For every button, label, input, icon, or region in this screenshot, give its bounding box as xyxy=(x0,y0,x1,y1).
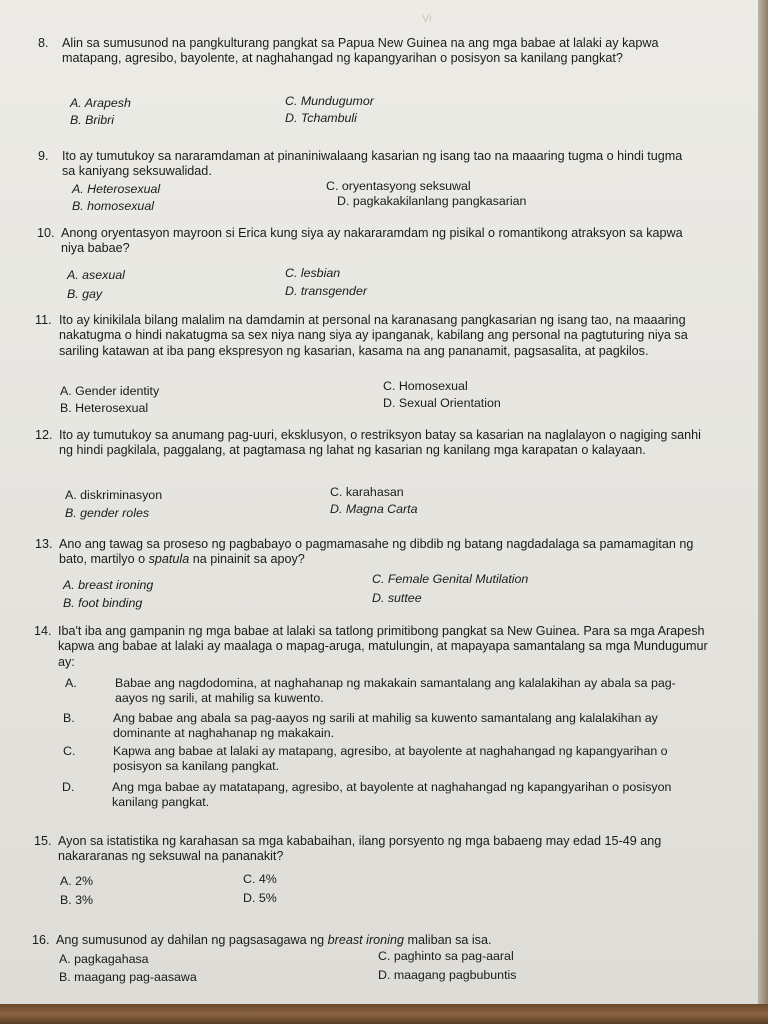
option-d: D. pagkakakilanlang pangkasarian xyxy=(337,194,527,208)
option-d: D. 5% xyxy=(243,891,277,905)
option-a: A. Heterosexual xyxy=(72,182,161,196)
option-c: C. oryentasyong seksuwal xyxy=(326,179,471,193)
page-pencil-mark: Vi xyxy=(422,13,432,25)
stem-text: Ang sumusunod ay dahilan ng pagsasagawa ng xyxy=(56,933,328,947)
wooden-table-edge xyxy=(0,1004,768,1024)
option-b: B. gay xyxy=(67,287,103,301)
question-stem: Ayon sa istatistika ng karahasan sa mga kababaihan, ilang porsyento ng mga babaeng may edad 15-49 ang nakararanas ng seksuwal na pananakit? xyxy=(58,834,662,864)
option-c: C. Mundugumor xyxy=(285,94,374,108)
question-number: 12. xyxy=(35,428,53,442)
option-d: D. transgender xyxy=(285,284,367,298)
option-c: C. 4% xyxy=(243,872,277,886)
question-number: 9. xyxy=(38,149,49,163)
question-number: 10. xyxy=(37,226,55,240)
question-stem: Alin sa sumusunod na pangkulturang pangkat sa Papua New Guinea na ang mga babae at lalaki ay kapwa matapang, agresibo, bayolente, at naghahangad ng kapangyarihan o posisyon sa kanilang pangkat? xyxy=(62,36,659,66)
question-stem: Iba't iba ang gampanin ng mga babae at lalaki sa tatlong primitibong pangkat sa New Guinea. Para sa mga Arapesh kapwa ang babae at lalaki ay maalaga o mapag-aruga, matulungin, at mapayapa samantalang sa mga Mundugumur ay: xyxy=(58,624,708,669)
option-a: A. Arapesh xyxy=(70,96,131,110)
question-number: 15. xyxy=(34,834,52,848)
option-d: D. maagang pagbubuntis xyxy=(378,968,517,982)
option-c: C. Homosexual xyxy=(383,379,468,393)
option-b: B. homosexual xyxy=(72,199,154,213)
option-a: A. asexual xyxy=(67,268,125,282)
question-number: 11. xyxy=(35,313,52,327)
option-text: Ang babae ang abala sa pag-aayos ng sarili at mahilig sa kuwento samantalang ang kalalakihan ay dominante at naghahanap ng makakain. xyxy=(113,711,658,741)
question-number: 14. xyxy=(34,624,52,638)
option-a: A. Gender identity xyxy=(60,384,160,398)
question-number: 8. xyxy=(38,36,49,50)
option-a: A. diskriminasyon xyxy=(65,488,163,502)
stem-emphasis: spatula xyxy=(148,552,190,567)
option-d: D. Sexual Orientation xyxy=(383,396,501,410)
option-letter: A. xyxy=(65,676,77,690)
question-stem: Ito ay kinikilala bilang malalim na damdamin at personal na karanasang pangkasarian ng isang tao, na maaaring nakatugma o hindi nakatugma sa sex niya nang siya ay ipanganak, kabilang ang personal na pagtuturing niya sa sariling katawan at iba pang ekspresyon ng kasarian, kasama na ang pananamit, pagsasalita, at pagkilos. xyxy=(59,313,688,358)
stem-text: Ano ang tawag sa proseso ng pagbabayo o pagmamasahe ng dibdib ng batang nagdadalaga sa pamamagitan ng bato, martilyo o xyxy=(59,537,694,567)
option-b: B. foot binding xyxy=(63,596,143,610)
option-c: C. karahasan xyxy=(330,485,404,499)
stem-text-end: na pinainit sa apoy? xyxy=(189,552,305,567)
option-d: D. Tchambuli xyxy=(285,111,357,125)
option-text: Babae ang nagdodomina, at naghahanap ng makakain samantalang ang kalalakihan ay abala sa pag- aayos ng sarili, at mahilig sa kuwento. xyxy=(115,676,676,706)
option-letter: D. xyxy=(62,780,75,794)
question-number: 16. xyxy=(32,933,50,947)
option-b: B. gender roles xyxy=(65,506,150,520)
paper-edge-shadow xyxy=(758,0,768,1004)
option-d: D. Magna Carta xyxy=(330,502,418,516)
question-stem: Ito ay tumutukoy sa nararamdaman at pinaniniwalaang kasarian ng isang tao na maaaring tugma o hindi tugma sa kaniyang seksuwalidad. xyxy=(62,149,683,179)
question-stem xyxy=(59,537,704,568)
option-b: B. Bribri xyxy=(70,113,115,127)
option-a: A. breast ironing xyxy=(63,578,154,592)
option-b: B. maagang pag-aasawa xyxy=(59,970,197,984)
question-stem xyxy=(56,933,716,948)
option-c: C. paghinto sa pag-aaral xyxy=(378,949,514,963)
question-stem: Ito ay tumutukoy sa anumang pag-uuri, eksklusyon, o restriksyon batay sa kasarian na naglalayon o nagiging sanhi ng hindi pagkilala, paggalang, at pagtamasa ng lahat ng kasarian ng kanilang mga karapatan o kalayaan. xyxy=(59,428,701,458)
option-text: Ang mga babae ay matatapang, agresibo, at bayolente at naghahangad ng kapangyarihan o posisyon kanilang pangkat. xyxy=(112,780,672,810)
stem-emphasis: breast ironing xyxy=(327,933,404,947)
option-c: C. lesbian xyxy=(285,266,341,280)
option-b: B. 3% xyxy=(60,893,94,907)
option-c: C. Female Genital Mutilation xyxy=(372,572,529,586)
option-d: D. suttee xyxy=(372,591,422,605)
question-number: 13. xyxy=(35,537,53,551)
option-letter: C. xyxy=(63,744,76,758)
stem-text-end: maliban sa isa. xyxy=(403,933,492,947)
option-b: B. Heterosexual xyxy=(60,401,149,415)
option-letter: B. xyxy=(63,711,75,725)
option-text: Kapwa ang babae at lalaki ay matapang, agresibo, at bayolente at naghahangad ng kapangyarihan o posisyon sa kanilang pangkat. xyxy=(113,744,668,774)
question-stem: Anong oryentasyon mayroon si Erica kung siya ay nakararamdam ng pisikal o romantikong atraksyon sa kapwa niya babae? xyxy=(61,226,683,256)
option-a: A. 2% xyxy=(60,874,94,888)
option-a: A. pagkagahasa xyxy=(59,952,149,966)
